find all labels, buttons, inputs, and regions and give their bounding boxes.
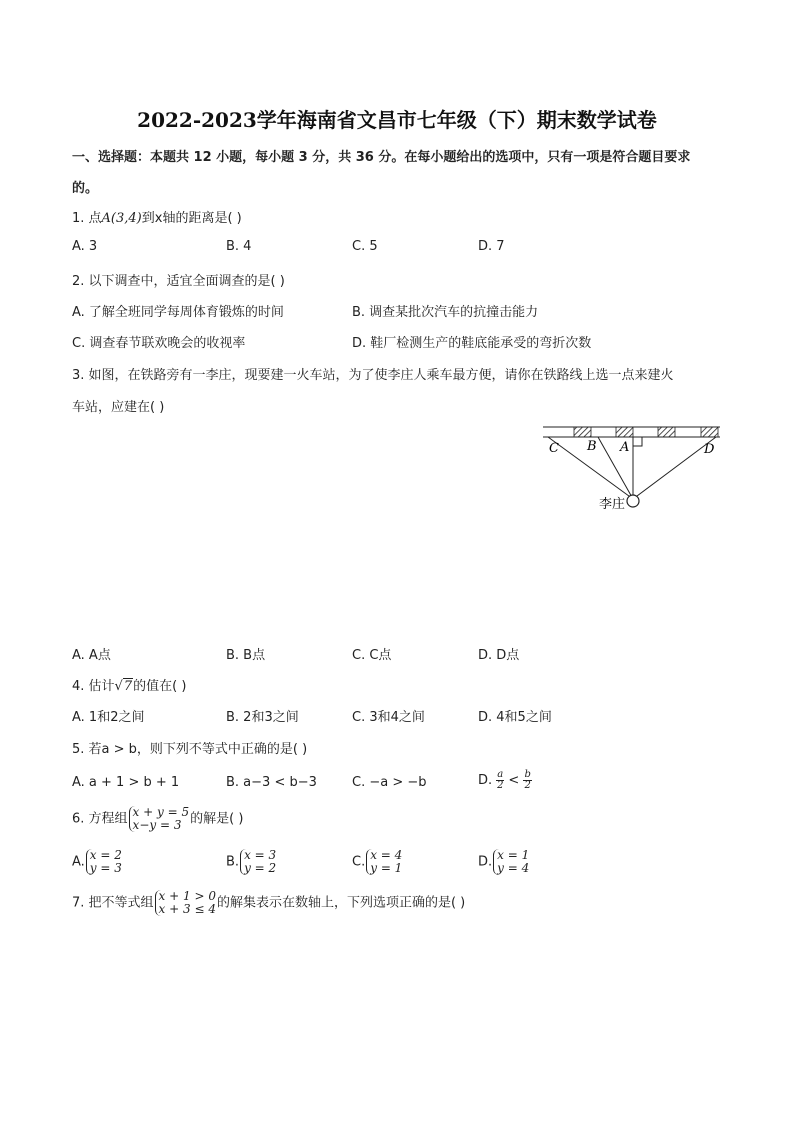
q1-option-a[interactable]: A. 3 xyxy=(72,239,98,254)
q1-point: A(3,4) xyxy=(101,211,142,226)
q6-option-c-label: C. xyxy=(352,854,366,870)
q2-option-c[interactable]: C. 调查春节联欢晚会的收视率 xyxy=(72,336,246,351)
q6-option-b[interactable] xyxy=(226,849,277,875)
q7-system: x + 1 > 0 x + 3 ≤ 4 xyxy=(155,890,216,916)
label-c: C xyxy=(549,441,559,456)
q6-option-d-label: D. xyxy=(478,854,493,870)
q6-option-b-label: B. xyxy=(226,854,240,870)
q5-option-b[interactable]: B. a−3 < b−3 xyxy=(226,775,317,790)
label-a: A xyxy=(620,440,630,455)
question-5: 5. 若a > b，则下列不等式中正确的是( ) xyxy=(72,742,308,757)
question-2: 2. 以下调查中，适宜全面调查的是( ) xyxy=(72,274,285,289)
q4-suffix: 的值在( ) xyxy=(133,679,187,694)
q7-suffix: 的解集表示在数轴上，下列选项正确的是( ) xyxy=(216,895,466,911)
q3-option-c[interactable]: C. C点 xyxy=(352,648,392,663)
q4-option-b[interactable]: B. 2和3之间 xyxy=(226,710,299,725)
q5-option-d[interactable] xyxy=(478,770,532,791)
railway-track xyxy=(543,427,720,437)
section-heading-line2: 的。 xyxy=(72,181,99,196)
q6-option-c-system: x = 4 y = 1 xyxy=(366,849,402,875)
q3-option-d[interactable]: D. D点 xyxy=(478,648,520,663)
question-7 xyxy=(72,890,465,916)
question-6 xyxy=(72,806,243,832)
q5-op: < xyxy=(508,773,520,788)
page-title: 2022-2023学年海南省文昌市七年级（下）期末数学试卷 xyxy=(137,108,657,132)
question-1 xyxy=(72,207,242,226)
q1-suffix: 到x轴的距离是( ) xyxy=(141,211,242,226)
q6-option-c[interactable] xyxy=(352,849,403,875)
q5-frac-right: $\frac{b}{2}$ xyxy=(524,769,531,791)
q5-option-c[interactable]: C. −a > −b xyxy=(352,775,427,790)
q6-option-d-system: x = 1 y = 4 xyxy=(493,849,529,875)
q2-option-a[interactable]: A. 了解全班同学每周体育锻炼的时间 xyxy=(72,305,284,320)
q1-prefix: 1. 点 xyxy=(72,211,102,226)
q7-prefix: 7. 把不等式组 xyxy=(72,895,154,911)
lines-to-village xyxy=(548,437,716,499)
q6-prefix: 6. 方程组 xyxy=(72,811,128,827)
railway-figure xyxy=(538,420,728,520)
label-village: 李庄 xyxy=(599,497,626,512)
q6-option-b-system: x = 3 y = 2 xyxy=(240,849,276,875)
q5-frac-left: $\frac{a}{2}$ xyxy=(497,769,504,791)
q4-option-d[interactable]: D. 4和5之间 xyxy=(478,710,552,725)
q3-option-a[interactable]: A. A点 xyxy=(72,648,111,663)
question-3-line1: 3. 如图，在铁路旁有一李庄，现要建一火车站，为了使李庄人乘车最方便，请你在铁路线上选一点来建火 xyxy=(72,368,674,383)
q4-prefix: 4. 估计 xyxy=(72,679,115,694)
q4-option-c[interactable]: C. 3和4之间 xyxy=(352,710,425,725)
village-point xyxy=(627,495,639,507)
label-b: B xyxy=(587,439,597,454)
q1-option-c[interactable]: C. 5 xyxy=(352,239,378,254)
sqrt-icon: √ xyxy=(114,679,123,694)
q6-system: x + y = 5 x−y = 3 xyxy=(129,806,190,832)
q4-option-a[interactable]: A. 1和2之间 xyxy=(72,710,145,725)
q1-option-b[interactable]: B. 4 xyxy=(226,239,252,254)
q2-option-b[interactable]: B. 调查某批次汽车的抗撞击能力 xyxy=(352,305,539,320)
q6-suffix: 的解是( ) xyxy=(190,811,244,827)
question-4 xyxy=(72,675,186,694)
q6-option-a-system: x = 2 y = 3 xyxy=(86,849,122,875)
section-heading-line1: 一、选择题：本题共 12 小题，每小题 3 分，共 36 分。在每小题给出的选项中，只有一项是符合题目要求 xyxy=(72,150,691,165)
q3-option-b[interactable]: B. B点 xyxy=(226,648,266,663)
q6-option-a[interactable] xyxy=(72,849,123,875)
q6-option-a-label: A. xyxy=(72,854,85,870)
label-d: D xyxy=(704,442,715,457)
q2-option-d[interactable]: D. 鞋厂检测生产的鞋底能承受的弯折次数 xyxy=(352,336,592,351)
q6-option-d[interactable] xyxy=(478,849,530,875)
question-3-line2: 车站，应建在( ) xyxy=(72,400,165,415)
q5-option-d-label: D. xyxy=(478,773,493,788)
q5-option-a[interactable]: A. a + 1 > b + 1 xyxy=(72,775,180,790)
q1-option-d[interactable]: D. 7 xyxy=(478,239,505,254)
q4-radicand: 7 xyxy=(123,679,133,694)
